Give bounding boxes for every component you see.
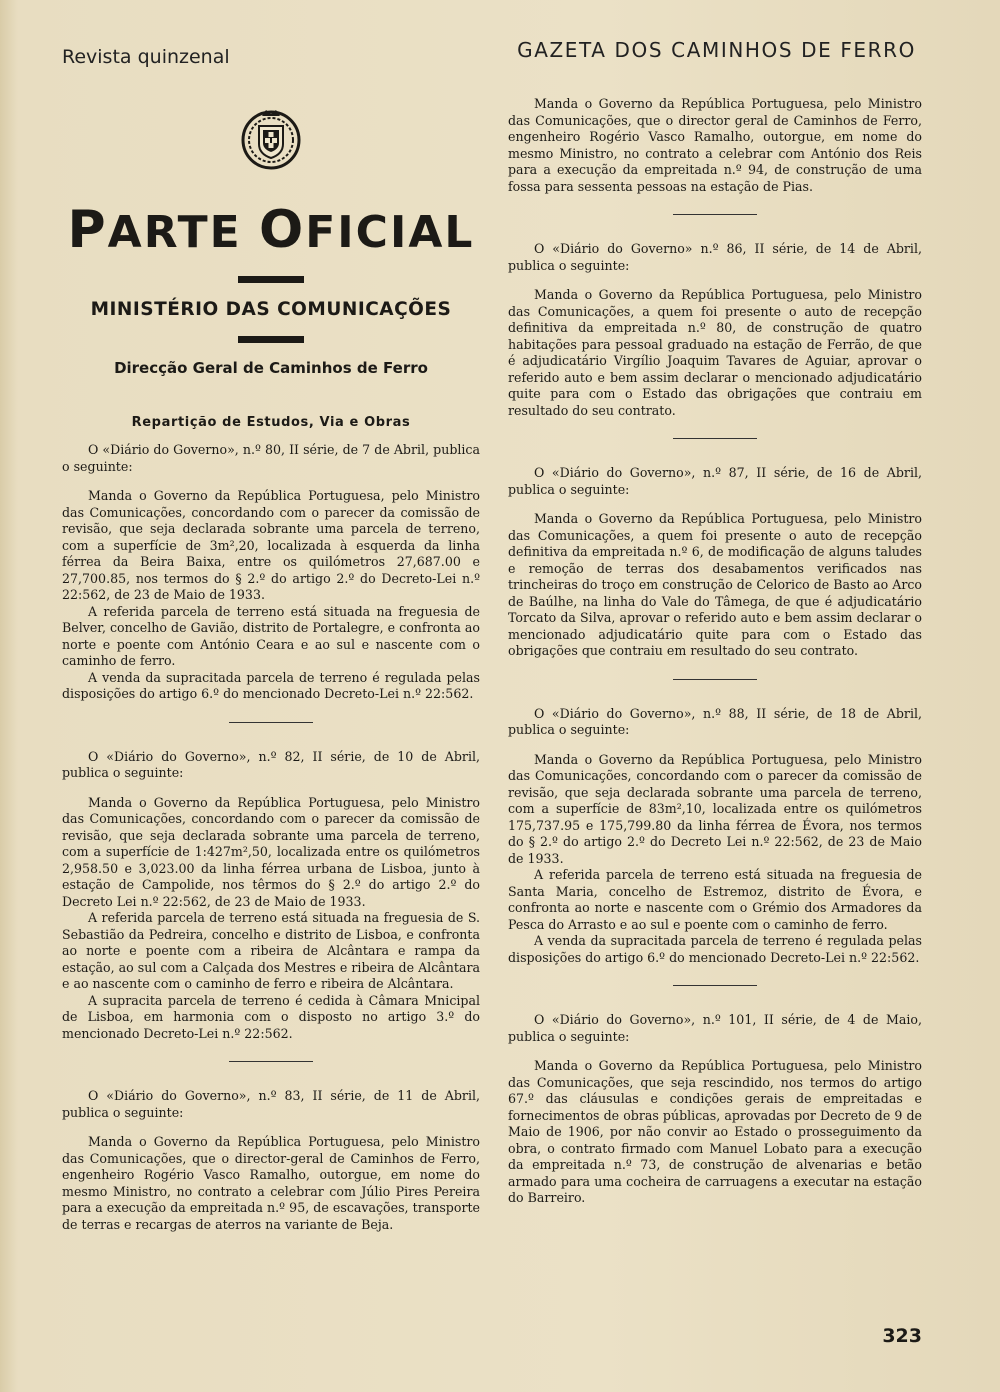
ministry-rule xyxy=(238,336,304,343)
header-right: GAZETA DOS CAMINHOS DE FERRO xyxy=(517,38,916,62)
left-column xyxy=(62,96,480,1233)
r3-paragraph-1: Manda o Governo da República Portuguesa, pelo Ministro das Comunicações, concordando com o parecer da comissão de revisão, que seja declarada sobrante uma parcela de terreno, com a superfície de 83m²,10, localizada entre os quilómetros 175,737.95 e 175,799.80 da linha férrea de Évora, nos termos do § 2.º do artigo 2.º do Decreto Lei n.º 22:562, de 23 de Maio de 1933. xyxy=(508,751,922,866)
section-divider xyxy=(229,722,313,723)
r3-intro: O «Diário do Governo», n.º 88, II série, de 18 de Abril, publica o seguinte: xyxy=(508,705,922,737)
s1-paragraph-1: Manda o Governo da República Portuguesa, pelo Ministro das Comunicações, concordando com o parecer da comissão de revisão, que seja declarada sobrante uma parcela de terreno, com a superfície de 3m²,20, localizada à esquerda da linha férrea da Beira Baixa, entre os quilómetros 27,687.00 e 27,700.85, nos termos do § 2.º do artigo 2.º do Decreto-Lei n.º 22:562, de 23 de Maio de 1933. xyxy=(62,488,480,602)
s1-intro: O «Diário do Governo», n.º 80, II série, de 7 de Abril, publica o seguinte: xyxy=(62,442,480,474)
direccao-heading: Direcção Geral de Caminhos de Ferro xyxy=(114,359,428,377)
r2-intro: O «Diário do Governo», n.º 87, II série, de 16 de Abril, publica o seguinte: xyxy=(508,465,922,497)
ministry-heading: MINISTÉRIO DAS COMUNICAÇÕES xyxy=(90,299,452,320)
section-divider xyxy=(673,679,757,680)
s3-paragraph-1: Manda o Governo da República Portuguesa, pelo Ministro das Comunicações, que o director-geral de Caminhos de Ferro, engenheiro Rogério Vasco Ramalho, outorgue, em nome do mesmo Ministro, no contrato a celebrar com Júlio Pires Pereira para a execução da empreitada n.º 95, de escavações, transporte de terras e recargas de aterros na variante de Beja. xyxy=(62,1134,480,1232)
r4-paragraph-1: Manda o Governo da República Portuguesa, pelo Ministro das Comunicações, que seja rescindido, nos termos do artigo 67.º das cláusulas e condições gerais de empreitadas e fornecimentos de obras públicas, aprovadas por Decreto de 9 de Maio de 1906, por não convir ao Estado o prosseguimento da obra, o contrato firmado com Manuel Lobato para a execução da empreitada n.º 73, de construção de alvenarias e betão armado para uma cocheira de carruagens a executar na estação do Barreiro. xyxy=(508,1058,922,1205)
s1-paragraph-2: A referida parcela de terreno está situada na freguesia de Belver, concelho de Gavião, distrito de Portalegre, e confronta ao norte e poente com António Ceara e ao sul e nascente com o caminho de ferro. xyxy=(62,603,480,668)
section-divider xyxy=(673,438,757,439)
section-divider xyxy=(673,214,757,215)
r2-paragraph-1: Manda o Governo da República Portuguesa, pelo Ministro das Comunicações, a quem foi presente o auto de recepção definitiva da empreitada n.º 6, de modificação de alguns taludes e remoção de terras dos desabamentos verificados nas trincheiras do troço em construção de Celorico de Basto ao Arco de Baúlhe, na linha do Vale do Tâmega, de que é adjudicatário Torcato da Silva, aprovar o referido auto e bem assim declarar o mencionado adjudicatário quite para com o Estado das obrigações que contraiu em resultado do seu contrato. xyxy=(508,511,922,658)
r1-paragraph-1: Manda o Governo da República Portuguesa, pelo Ministro das Comunicações, a quem foi presente o auto de recepção definitiva da empreitada n.º 80, de construção de quatro habitações para pessoal graduado na estação de Ferrão, de que é adjudicatário Virgílio Joaquim Tavares de Aguiar, aprovar o referido auto e bem assim declarar o mencionado adjudicatário quite para com o Estado das obrigações que contraiu em resultado do seu contrato. xyxy=(508,287,922,418)
s3-intro: O «Diário do Governo», n.º 83, II série, de 11 de Abril, publica o seguinte: xyxy=(62,1088,480,1120)
coat-of-arms-emblem xyxy=(62,104,480,178)
r3-paragraph-2: A referida parcela de terreno está situada na freguesia de Santa Maria, concelho de Estremoz, distrito de Évora, e confronta ao norte e nascente com o Grémio dos Armadores da Pesca do Arrasto e ao sul e poente com o caminho de ferro. xyxy=(508,867,922,932)
coat-of-arms-icon xyxy=(240,104,302,174)
s2-paragraph-1: Manda o Governo da República Portuguesa, pelo Ministro das Comunicações, concordando com o parecer da comissão de revisão, que seja declarada sobrante uma parcela de terreno, com a superfície de 1:427m²,50, localizada entre os quilómetros 2,958.50 e 3,023.00 da linha férrea urbana de Lisboa, junto à estação de Campolide, nos têrmos do § 2.º do artigo 2.º do Decreto Lei n.º 22:562, de 23 de Maio de 1933. xyxy=(62,794,480,909)
header-left: Revista quinzenal xyxy=(62,46,230,68)
reparticao-heading: Repartição de Estudos, Via e Obras xyxy=(131,415,411,430)
title-rule xyxy=(238,276,304,283)
right-column xyxy=(508,96,922,1207)
page-number: 323 xyxy=(882,1325,922,1347)
r3-paragraph-3: A venda da supracitada parcela de terreno é regulada pelas disposições do artigo 6.º do mencionado Decreto-Lei n.º 22:562. xyxy=(508,933,922,965)
r0-paragraph-1: Manda o Governo da República Portuguesa, pelo Ministro das Comunicações, que o director geral de Caminhos de Ferro, engenheiro Rogério Vasco Ramalho, outorgue, em nome do mesmo Ministro, no contrato a celebrar com António dos Reis para a execução da empreitada n.º 94, de construção de uma fossa para sessenta pessoas na estação de Pias. xyxy=(508,96,922,194)
s2-intro: O «Diário do Governo», n.º 82, II série, de 10 de Abril, publica o seguinte: xyxy=(62,748,480,780)
s2-paragraph-2: A referida parcela de terreno está situada na freguesia de S. Sebastião da Pedreira, concelho e distrito de Lisboa, e confronta ao norte e poente com a ribeira de Alcântara e rampa da estação, ao sul com a Calçada dos Mestres e ribeira de Alcântara e ao nascente com o caminho de ferro e ribeira de Alcântara. xyxy=(62,910,480,991)
page-title: PARTE OFICIAL xyxy=(67,200,475,260)
section-divider xyxy=(673,985,757,986)
s1-paragraph-3: A venda da supracitada parcela de terreno é regulada pelas disposições do artigo 6.º do mencionado Decreto-Lei n.º 22:562. xyxy=(62,669,480,701)
section-divider xyxy=(229,1061,313,1062)
r1-intro: O «Diário do Governo» n.º 86, II série, de 14 de Abril, publica o seguinte: xyxy=(508,241,922,273)
s2-paragraph-3: A supracita parcela de terreno é cedida à Câmara Mnicipal de Lisboa, em harmonia com o disposto no artigo 3.º do mencionado Decreto-Lei n.º 22:562. xyxy=(62,992,480,1041)
r4-intro: O «Diário do Governo», n.º 101, II série, de 4 de Maio, publica o seguinte: xyxy=(508,1012,922,1044)
